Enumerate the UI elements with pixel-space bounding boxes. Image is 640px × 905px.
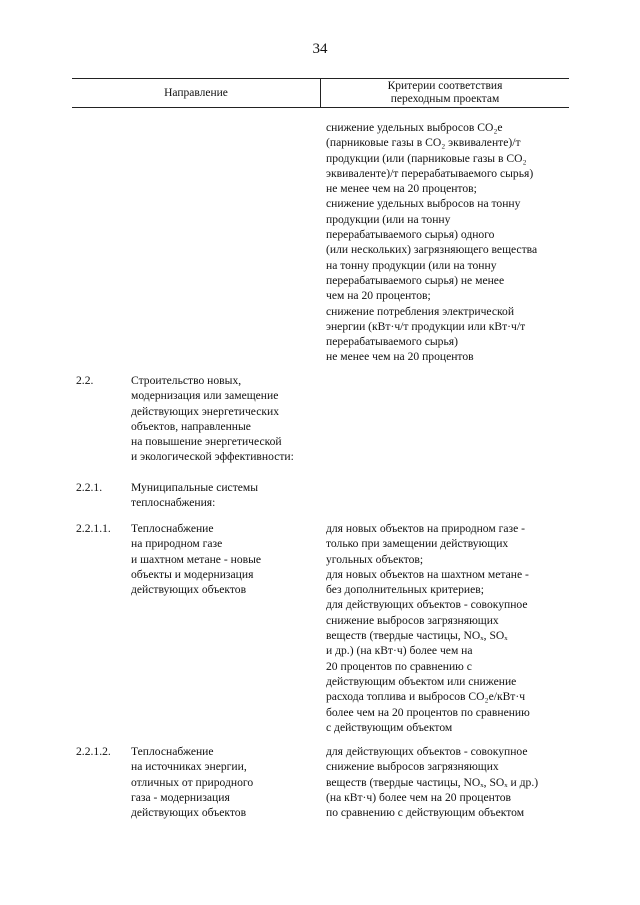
continuation-line: перерабатываемого сырья) одного bbox=[326, 228, 495, 242]
direction-line: модернизация или замещение bbox=[131, 389, 279, 403]
direction-line: действующих объектов bbox=[131, 806, 247, 820]
continuation-criteria bbox=[326, 120, 576, 365]
header-criteria-line2: переходным проектам bbox=[390, 93, 500, 105]
criteria-line: угольных объектов; bbox=[326, 552, 424, 566]
continuation-line: продукции (или на тонну bbox=[326, 212, 451, 226]
continuation-line: снижение удельных выбросов CO₂e bbox=[326, 121, 503, 134]
header-direction: Направление bbox=[164, 87, 228, 99]
continuation-line: снижение потребления электрической bbox=[326, 304, 515, 318]
criteria-line: (на кВт·ч) более чем на 20 процентов bbox=[326, 790, 512, 804]
page-number: 34 bbox=[312, 41, 328, 57]
direction-line: на источниках энергии, bbox=[131, 760, 247, 774]
continuation-line: энергии (кВт·ч/т продукции или кВт·ч/т bbox=[326, 319, 526, 333]
criteria-line: веществ (твердые частицы, NOₓ, SOₓ bbox=[326, 629, 508, 643]
direction-line: Теплоснабжение bbox=[131, 745, 214, 758]
continuation-line: не менее чем на 20 процентов; bbox=[326, 182, 477, 196]
criteria-line: снижение выбросов загрязняющих bbox=[326, 613, 499, 627]
row-criteria-2-2-1-1 bbox=[326, 521, 576, 735]
row-criteria-2-2-1-2 bbox=[326, 744, 576, 820]
direction-line: отличных от природного bbox=[131, 775, 254, 789]
row-direction-2-2-1-2 bbox=[131, 744, 321, 820]
row-direction-2-2 bbox=[131, 373, 321, 465]
criteria-line: с действующим объектом bbox=[326, 720, 453, 734]
criteria-line: без дополнительных критериев; bbox=[326, 583, 484, 597]
header-criteria bbox=[321, 79, 569, 107]
continuation-line: чем на 20 процентов; bbox=[326, 289, 431, 303]
direction-line: на повышение энергетической bbox=[131, 435, 282, 449]
direction-line: Теплоснабжение bbox=[131, 522, 214, 535]
criteria-line: веществ (твердые частицы, NOₓ, SOₓ и др.) bbox=[326, 775, 539, 789]
direction-line: теплоснабжения: bbox=[131, 496, 216, 510]
direction-line: и шахтном метане - новые bbox=[131, 552, 262, 566]
direction-line: на природном газе bbox=[131, 537, 223, 551]
row-number-2-2-1-2: 2.2.1.2. bbox=[76, 745, 111, 758]
continuation-line: (или нескольких) загрязняющего вещества bbox=[326, 243, 538, 257]
row-number-2-2-1-1: 2.2.1.1. bbox=[76, 522, 111, 535]
direction-line: Строительство новых, bbox=[131, 374, 242, 387]
direction-line: действующих энергетических bbox=[131, 404, 280, 418]
direction-line: объекты и модернизация bbox=[131, 567, 254, 581]
continuation-line: перерабатываемого сырья) не менее bbox=[326, 273, 505, 287]
criteria-line: для новых объектов на природном газе - bbox=[326, 522, 526, 535]
criteria-line: 20 процентов по сравнению с bbox=[326, 659, 472, 673]
direction-line: объектов, направленные bbox=[131, 419, 251, 433]
direction-line: газа - модернизация bbox=[131, 790, 230, 804]
criteria-line: снижение выбросов загрязняющих bbox=[326, 760, 499, 774]
table-header bbox=[72, 78, 569, 108]
criteria-line: для действующих объектов - совокупное bbox=[326, 745, 528, 758]
continuation-line: перерабатываемого сырья) bbox=[326, 335, 458, 349]
continuation-line: на тонну продукции (или на тонну bbox=[326, 258, 497, 272]
row-direction-2-2-1 bbox=[131, 480, 321, 511]
criteria-line: расхода топлива и выбросов CO₂e/кВт·ч bbox=[326, 690, 526, 704]
row-number-2-2-1: 2.2.1. bbox=[76, 481, 103, 494]
row-number-2-2: 2.2. bbox=[76, 374, 94, 387]
criteria-line: более чем на 20 процентов по сравнению bbox=[326, 705, 530, 719]
continuation-line: (парниковые газы в CO₂ эквиваленте)/т bbox=[326, 136, 521, 150]
row-direction-2-2-1-1 bbox=[131, 521, 321, 597]
criteria-line: по сравнению с действующим объектом bbox=[326, 806, 525, 820]
header-criteria-line1: Критерии соответствия bbox=[387, 80, 503, 92]
criteria-line: для действующих объектов - совокупное bbox=[326, 598, 528, 612]
direction-line: Муниципальные системы bbox=[131, 481, 259, 494]
criteria-line: для новых объектов на шахтном метане - bbox=[326, 567, 529, 581]
continuation-line: продукции (или (парниковые газы в CO₂ bbox=[326, 151, 527, 165]
criteria-line: действующим объектом или снижение bbox=[326, 674, 517, 688]
continuation-line: эквиваленте)/т перерабатываемого сырья) bbox=[326, 166, 534, 180]
direction-line: действующих объектов bbox=[131, 583, 247, 597]
continuation-line: не менее чем на 20 процентов bbox=[326, 350, 474, 364]
criteria-line: и др.) (на кВт·ч) более чем на bbox=[326, 644, 473, 658]
direction-line: и экологической эффективности: bbox=[131, 450, 294, 464]
continuation-line: снижение удельных выбросов на тонну bbox=[326, 197, 521, 211]
criteria-line: только при замещении действующих bbox=[326, 537, 509, 551]
